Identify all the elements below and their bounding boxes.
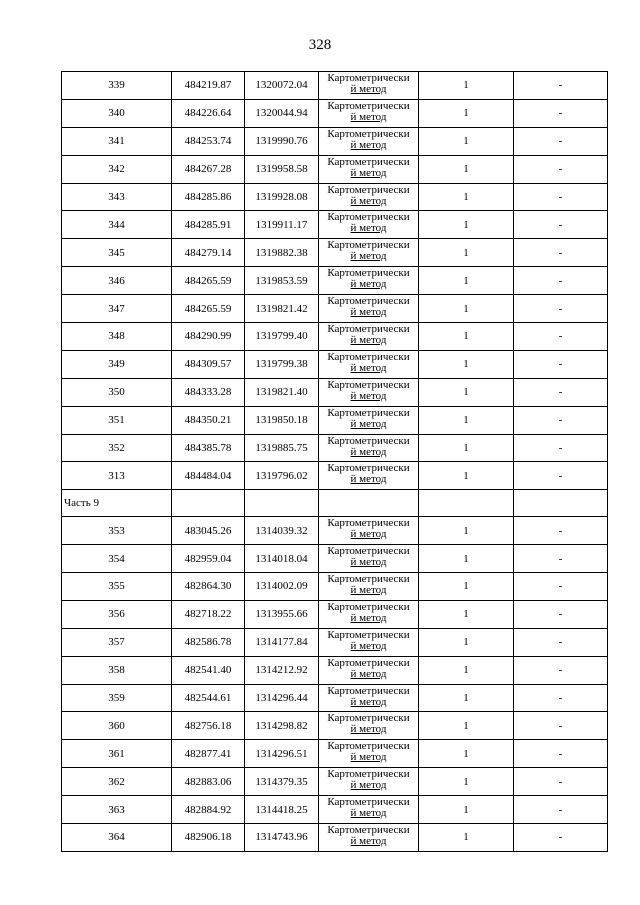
method-text-line: й метод [350,473,387,486]
note-cell: - [514,295,608,323]
empty-cell [245,490,319,517]
section-label: Часть 9 [62,490,172,517]
method-text-line: й метод [350,611,387,624]
method-text-line: Картометрически [327,712,410,725]
point-number-cell: 351 [62,406,172,434]
method-text-line: й метод [350,835,387,848]
point-number-cell: 353 [62,517,172,545]
method-text-line: й метод [350,389,387,402]
method-cell [319,824,419,852]
method-text-line: Картометрически [327,323,410,336]
y-coordinate-cell: 1319821.40 [245,378,319,406]
accuracy-cell: 1 [419,740,514,768]
point-number-cell: 360 [62,712,172,740]
x-coordinate-cell: 484253.74 [172,127,245,155]
accuracy-cell: 1 [419,295,514,323]
x-coordinate-cell: 482906.18 [172,824,245,852]
point-number-cell: 357 [62,628,172,656]
x-coordinate-cell: 484333.28 [172,378,245,406]
method-text-line: й метод [350,695,387,708]
point-number-cell: 359 [62,684,172,712]
table-row [62,127,608,155]
x-coordinate-cell: 484484.04 [172,462,245,490]
empty-cell [419,490,514,517]
y-coordinate-cell: 1319821.42 [245,295,319,323]
note-cell: - [514,517,608,545]
note-cell: - [514,600,608,628]
x-coordinate-cell: 484265.59 [172,267,245,295]
method-cell [319,517,419,545]
accuracy-cell: 1 [419,628,514,656]
x-coordinate-cell: 482586.78 [172,628,245,656]
table-row [62,183,608,211]
accuracy-cell: 1 [419,768,514,796]
table-row [62,628,608,656]
method-text-line: Картометрически [327,517,410,530]
point-number-cell: 349 [62,350,172,378]
accuracy-cell: 1 [419,378,514,406]
note-cell: - [514,378,608,406]
method-cell [319,378,419,406]
y-coordinate-cell: 1319882.38 [245,239,319,267]
accuracy-cell: 1 [419,656,514,684]
note-cell: - [514,434,608,462]
note-cell: - [514,628,608,656]
coordinates-table [61,71,608,852]
point-number-cell: 343 [62,183,172,211]
method-text-line: й метод [350,166,387,179]
accuracy-cell: 1 [419,434,514,462]
method-text-line: Картометрически [327,628,410,641]
accuracy-cell: 1 [419,239,514,267]
method-cell [319,406,419,434]
method-text-line: й метод [350,723,387,736]
y-coordinate-cell: 1314743.96 [245,824,319,852]
y-coordinate-cell: 1319911.17 [245,211,319,239]
method-cell [319,768,419,796]
y-coordinate-cell: 1319796.02 [245,462,319,490]
method-text-line: Картометрически [327,99,410,112]
method-cell [319,155,419,183]
accuracy-cell: 1 [419,323,514,351]
y-coordinate-cell: 1314296.44 [245,684,319,712]
table-row [62,434,608,462]
method-text-line: Картометрически [327,656,410,669]
method-text-line: Картометрически [327,406,410,419]
note-cell: - [514,350,608,378]
method-text-line: й метод [350,83,387,95]
x-coordinate-cell: 482541.40 [172,656,245,684]
note-cell: - [514,712,608,740]
note-cell: - [514,323,608,351]
y-coordinate-cell: 1320072.04 [245,72,319,100]
x-coordinate-cell: 484285.91 [172,211,245,239]
table-row [62,796,608,824]
empty-cell [514,490,608,517]
coordinates-table-body [62,72,608,852]
table-row [62,824,608,852]
table-row [62,517,608,545]
table-row [62,72,608,100]
method-text-line: й метод [350,751,387,764]
method-text-line: Картометрически [327,768,410,781]
method-text-line: й метод [350,556,387,569]
table-row [62,99,608,127]
y-coordinate-cell: 1319853.59 [245,267,319,295]
point-number-cell: 362 [62,768,172,796]
method-text-line: Картометрически [327,600,410,613]
empty-cell [319,490,419,517]
note-cell: - [514,768,608,796]
y-coordinate-cell: 1314296.51 [245,740,319,768]
method-text-line: й метод [350,250,387,263]
method-cell [319,350,419,378]
x-coordinate-cell: 482877.41 [172,740,245,768]
point-number-cell: 352 [62,434,172,462]
method-text-line: Картометрически [327,573,410,586]
method-text-line: Картометрически [327,267,410,280]
x-coordinate-cell: 482959.04 [172,545,245,573]
x-coordinate-cell: 482544.61 [172,684,245,712]
table-row [62,462,608,490]
note-cell: - [514,72,608,100]
y-coordinate-cell: 1314418.25 [245,796,319,824]
y-coordinate-cell: 1319799.38 [245,350,319,378]
method-cell [319,600,419,628]
method-text-line: й метод [350,417,387,430]
x-coordinate-cell: 484219.87 [172,72,245,100]
point-number-cell: 342 [62,155,172,183]
note-cell: - [514,684,608,712]
point-number-cell: 348 [62,323,172,351]
y-coordinate-cell: 1319990.76 [245,127,319,155]
note-cell: - [514,656,608,684]
x-coordinate-cell: 482864.30 [172,573,245,601]
accuracy-cell: 1 [419,155,514,183]
note-cell: - [514,183,608,211]
accuracy-cell: 1 [419,600,514,628]
x-coordinate-cell: 482883.06 [172,768,245,796]
x-coordinate-cell: 484350.21 [172,406,245,434]
note-cell: - [514,155,608,183]
table-row [62,350,608,378]
method-cell [319,545,419,573]
y-coordinate-cell: 1314018.04 [245,545,319,573]
method-cell [319,127,419,155]
method-text-line: Картометрически [327,295,410,308]
table-row [62,545,608,573]
accuracy-cell: 1 [419,573,514,601]
table-row [62,684,608,712]
method-text-line: Картометрически [327,155,410,168]
method-text-line: й метод [350,222,387,235]
table-row [62,378,608,406]
method-text-line: Картометрически [327,796,410,809]
method-text-line: Картометрически [327,740,410,753]
method-text-line: Картометрически [327,239,410,252]
x-coordinate-cell: 484265.59 [172,295,245,323]
method-text-line: й метод [350,779,387,792]
y-coordinate-cell: 1319928.08 [245,183,319,211]
accuracy-cell: 1 [419,684,514,712]
method-cell [319,295,419,323]
note-cell: - [514,573,608,601]
method-cell [319,72,419,100]
method-text-line: й метод [350,110,387,123]
point-number-cell: 344 [62,211,172,239]
method-text-line: й метод [350,528,387,541]
note-cell: - [514,99,608,127]
x-coordinate-cell: 482884.92 [172,796,245,824]
y-coordinate-cell: 1314212.92 [245,656,319,684]
point-number-cell: 363 [62,796,172,824]
method-text-line: й метод [350,445,387,458]
table-row [62,656,608,684]
method-text-line: Картометрически [327,72,410,84]
method-cell [319,211,419,239]
section-row [62,490,608,517]
point-number-cell: 340 [62,99,172,127]
point-number-cell: 313 [62,462,172,490]
point-number-cell: 347 [62,295,172,323]
accuracy-cell: 1 [419,99,514,127]
x-coordinate-cell: 484385.78 [172,434,245,462]
note-cell: - [514,824,608,852]
method-cell [319,712,419,740]
accuracy-cell: 1 [419,72,514,100]
point-number-cell: 345 [62,239,172,267]
accuracy-cell: 1 [419,462,514,490]
method-text-line: й метод [350,334,387,347]
y-coordinate-cell: 1320044.94 [245,99,319,127]
point-number-cell: 361 [62,740,172,768]
x-coordinate-cell: 484279.14 [172,239,245,267]
note-cell: - [514,462,608,490]
page-number: 328 [308,37,332,53]
y-coordinate-cell: 1319850.18 [245,406,319,434]
method-cell [319,656,419,684]
method-cell [319,99,419,127]
note-cell: - [514,406,608,434]
table-row [62,406,608,434]
method-text-line: Картометрически [327,378,410,391]
point-number-cell: 355 [62,573,172,601]
accuracy-cell: 1 [419,712,514,740]
method-cell [319,323,419,351]
method-text-line: й метод [350,138,387,151]
method-text-line: Картометрически [327,127,410,140]
method-text-line: Картометрически [327,462,410,475]
method-text-line: й метод [350,361,387,374]
accuracy-cell: 1 [419,517,514,545]
method-cell [319,796,419,824]
accuracy-cell: 1 [419,350,514,378]
method-text-line: й метод [350,667,387,680]
method-text-line: й метод [350,639,387,652]
point-number-cell: 364 [62,824,172,852]
method-text-line: й метод [350,278,387,291]
accuracy-cell: 1 [419,545,514,573]
accuracy-cell: 1 [419,267,514,295]
method-text-line: Картометрически [327,434,410,447]
table-row [62,712,608,740]
method-cell [319,267,419,295]
method-cell [319,183,419,211]
y-coordinate-cell: 1314298.82 [245,712,319,740]
table-row [62,211,608,239]
table-row [62,573,608,601]
y-coordinate-cell: 1314002.09 [245,573,319,601]
x-coordinate-cell: 484285.86 [172,183,245,211]
point-number-cell: 354 [62,545,172,573]
x-coordinate-cell: 483045.26 [172,517,245,545]
table-row [62,267,608,295]
y-coordinate-cell: 1314177.84 [245,628,319,656]
table-row [62,740,608,768]
x-coordinate-cell: 484267.28 [172,155,245,183]
y-coordinate-cell: 1313955.66 [245,600,319,628]
table-row [62,155,608,183]
point-number-cell: 350 [62,378,172,406]
y-coordinate-cell: 1319885.75 [245,434,319,462]
note-cell: - [514,239,608,267]
y-coordinate-cell: 1314379.35 [245,768,319,796]
point-number-cell: 358 [62,656,172,684]
method-text-line: й метод [350,584,387,597]
point-number-cell: 356 [62,600,172,628]
note-cell: - [514,127,608,155]
note-cell: - [514,796,608,824]
note-cell: - [514,211,608,239]
x-coordinate-cell: 484290.99 [172,323,245,351]
table-row [62,323,608,351]
note-cell: - [514,545,608,573]
note-cell: - [514,267,608,295]
y-coordinate-cell: 1319799.40 [245,323,319,351]
accuracy-cell: 1 [419,127,514,155]
table-row [62,600,608,628]
method-text-line: й метод [350,807,387,820]
method-cell [319,462,419,490]
table-row [62,295,608,323]
table-row [62,768,608,796]
x-coordinate-cell: 482718.22 [172,600,245,628]
x-coordinate-cell: 484226.64 [172,99,245,127]
method-text-line: Картометрически [327,684,410,697]
method-text-line: Картометрически [327,545,410,558]
empty-cell [172,490,245,517]
method-cell [319,628,419,656]
accuracy-cell: 1 [419,406,514,434]
accuracy-cell: 1 [419,183,514,211]
y-coordinate-cell: 1319958.58 [245,155,319,183]
table-row [62,239,608,267]
point-number-cell: 346 [62,267,172,295]
method-text-line: Картометрически [327,350,410,363]
method-cell [319,434,419,462]
x-coordinate-cell: 482756.18 [172,712,245,740]
method-text-line: Картометрически [327,824,410,837]
y-coordinate-cell: 1314039.32 [245,517,319,545]
note-cell: - [514,740,608,768]
point-number-cell: 341 [62,127,172,155]
x-coordinate-cell: 484309.57 [172,350,245,378]
accuracy-cell: 1 [419,211,514,239]
method-cell [319,239,419,267]
accuracy-cell: 1 [419,824,514,852]
method-text-line: й метод [350,306,387,319]
method-cell [319,573,419,601]
point-number-cell: 339 [62,72,172,100]
method-text-line: Картометрически [327,183,410,196]
method-text-line: й метод [350,194,387,207]
method-text-line: Картометрически [327,211,410,224]
method-cell [319,740,419,768]
method-cell [319,684,419,712]
accuracy-cell: 1 [419,796,514,824]
